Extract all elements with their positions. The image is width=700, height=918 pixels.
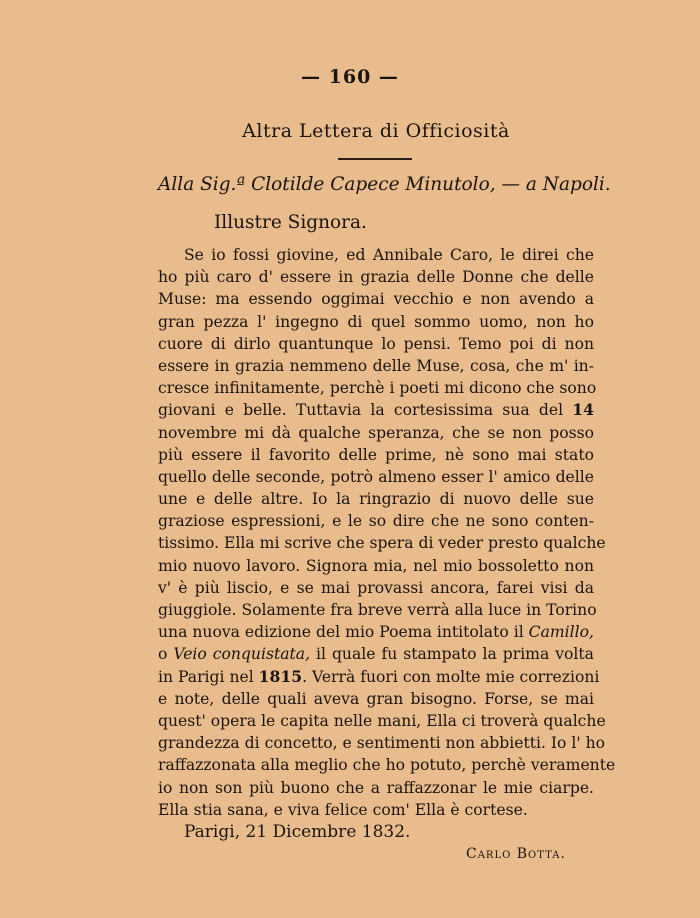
body-line: essere in grazia nemmeno delle Muse, cosa, che m' in- bbox=[158, 356, 594, 375]
letter-addressee: Alla Sig.ª Clotilde Capece Minutolo, — a Napoli. bbox=[158, 174, 611, 195]
body-line: Se io fossi giovine, ed Annibale Caro, le direi che bbox=[184, 246, 594, 264]
title-divider bbox=[338, 158, 412, 160]
body-line: cuore di dirlo quantunque lo pensi. Temo poi di non bbox=[158, 334, 594, 353]
body-line: novembre mi dà qualche speranza, che se non posso bbox=[158, 423, 594, 442]
letter-salutation: Illustre Signora. bbox=[214, 212, 367, 233]
page-number: — 160 — bbox=[301, 66, 399, 88]
body-line: più essere il favorito delle prime, nè sono mai stato bbox=[158, 445, 594, 464]
body-line: una nuova edizione del mio Poema intitolato il Camillo, bbox=[158, 623, 594, 642]
body-line: o Veio conquistata, il quale fu stampato la prima volta bbox=[158, 645, 594, 664]
letter-title: Altra Lettera di Officiosità bbox=[242, 120, 510, 142]
body-line: grandezza di concetto, e sentimenti non abbietti. Io l' ho bbox=[158, 734, 606, 753]
body-line: e note, delle quali aveva gran bisogno. Forse, se mai bbox=[158, 689, 594, 708]
body-line: raffazzonata alla meglio che ho potuto, perchè veramente bbox=[158, 756, 616, 775]
body-line: giovani e belle. Tuttavia la cortesissima sua del 14 bbox=[158, 400, 594, 420]
letter-signature: Carlo Botta. bbox=[466, 846, 566, 862]
letter-body bbox=[158, 244, 616, 821]
body-line: quest' opera le capita nelle mani, Ella ci troverà qualche bbox=[158, 711, 606, 730]
body-line: ho più caro d' essere in grazia delle Donne che delle bbox=[158, 268, 594, 287]
body-line: io non son più buono che a raffazzonar le mie ciarpe. bbox=[158, 778, 594, 797]
body-line: cresce infinitamente, perchè i poeti mi dicono che sono bbox=[158, 379, 597, 398]
body-line: quello delle seconde, potrò almeno esser l' amico delle bbox=[158, 467, 594, 486]
body-line: une e delle altre. Io la ringrazio di nuovo delle sue bbox=[158, 490, 594, 509]
body-line: Ella stia sana, e viva felice com' Ella è cortese. bbox=[158, 800, 528, 819]
body-line: graziose espressioni, e le so dire che ne sono conten- bbox=[158, 512, 594, 531]
body-line: tissimo. Ella mi scrive che spera di veder presto qualche bbox=[158, 534, 606, 553]
body-line: Muse: ma essendo oggimai vecchio e non avendo a bbox=[158, 290, 594, 309]
body-line: mio nuovo lavoro. Signora mia, nel mio bossoletto non bbox=[158, 556, 594, 575]
letter-dateline: Parigi, 21 Dicembre 1832. bbox=[184, 822, 411, 842]
body-line: v' è più liscio, e se mai provassi ancora, farei visi da bbox=[158, 578, 594, 597]
body-line: giuggiole. Solamente fra breve verrà alla luce in Torino bbox=[158, 601, 597, 619]
body-line: in Parigi nel 1815. Verrà fuori con molte mie correzioni bbox=[158, 666, 600, 686]
body-line: gran pezza l' ingegno di quel sommo uomo, non ho bbox=[158, 312, 594, 331]
